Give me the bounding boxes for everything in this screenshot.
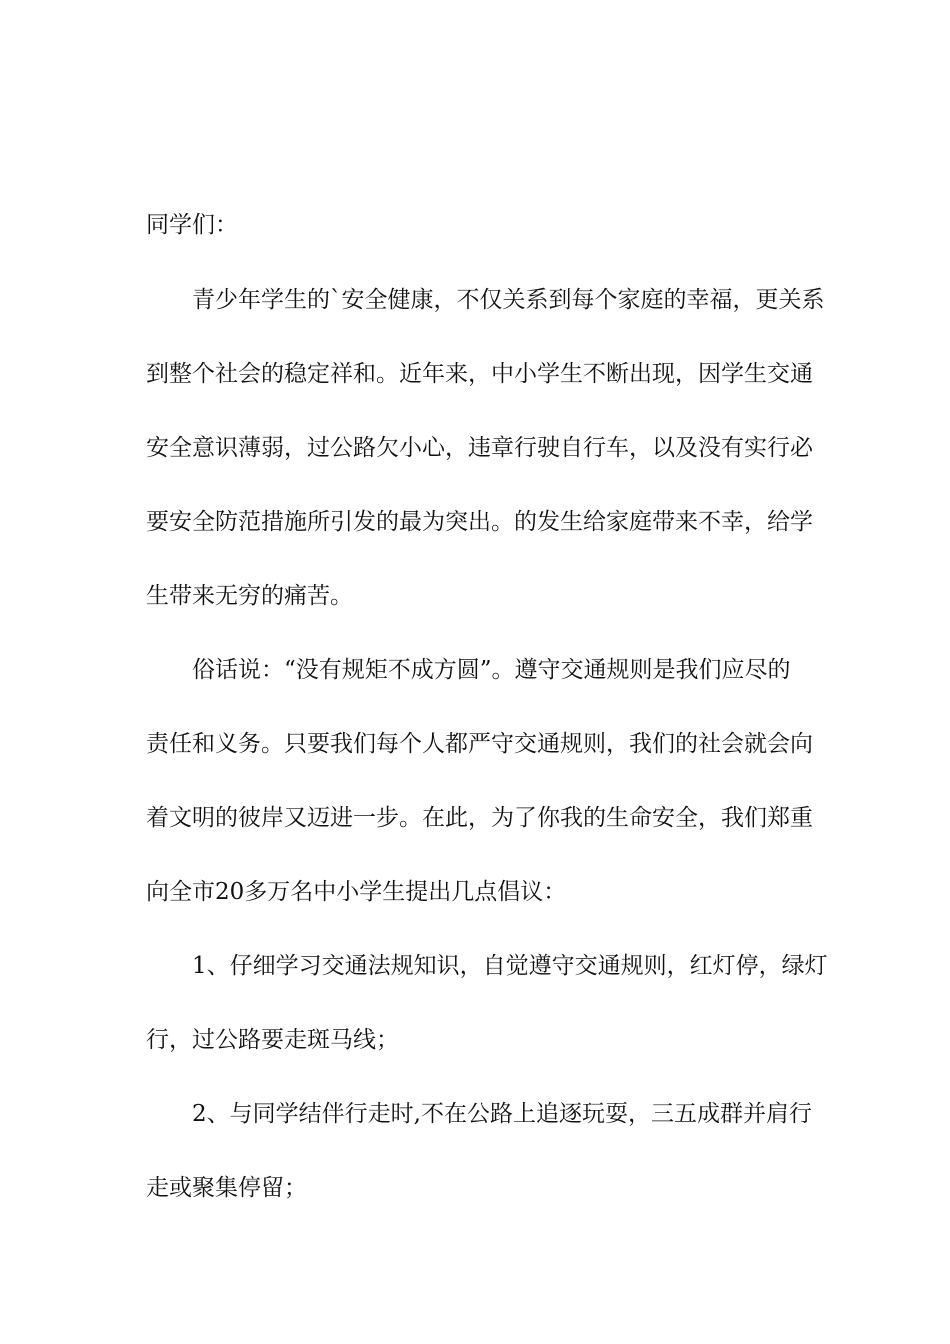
paragraph-line: 青少年学生的`安全健康，不仅关系到每个家庭的幸福，更关系	[192, 287, 825, 313]
paragraph-line: 生带来无穷的痛苦。	[146, 583, 353, 609]
paragraph-line: 向全市20多万名中小学生提出几点倡议：	[146, 879, 567, 905]
paragraph-line: 要安全防范措施所引发的最为突出。的发生给家庭带来不幸，给学	[146, 509, 813, 535]
paragraph-line: 安全意识薄弱，过公路欠小心，违章行驶自行车，以及没有实行必	[146, 435, 813, 461]
paragraph-line: 着文明的彼岸又迈进一步。在此，为了你我的生命安全，我们郑重	[146, 805, 813, 831]
salutation: 同学们：	[146, 212, 238, 238]
list-item-line: 1、仔细学习交通法规知识，自觉遵守交通规则，红灯停，绿灯	[192, 953, 828, 979]
list-item-line: 走或聚集停留；	[146, 1175, 307, 1201]
list-item-line: 2、与同学结伴行走时,不在公路上追逐玩耍，三五成群并肩行	[192, 1101, 812, 1127]
paragraph-line: 责任和义务。只要我们每个人都严守交通规则，我们的社会就会向	[146, 731, 813, 757]
paragraph-line: 到整个社会的稳定祥和。近年来，中小学生不断出现，因学生交通	[146, 361, 813, 387]
paragraph-line: 俗话说：“没有规矩不成方圆”。遵守交通规则是我们应尽的	[192, 657, 791, 683]
list-item-line: 行，过公路要走斑马线；	[146, 1027, 399, 1053]
